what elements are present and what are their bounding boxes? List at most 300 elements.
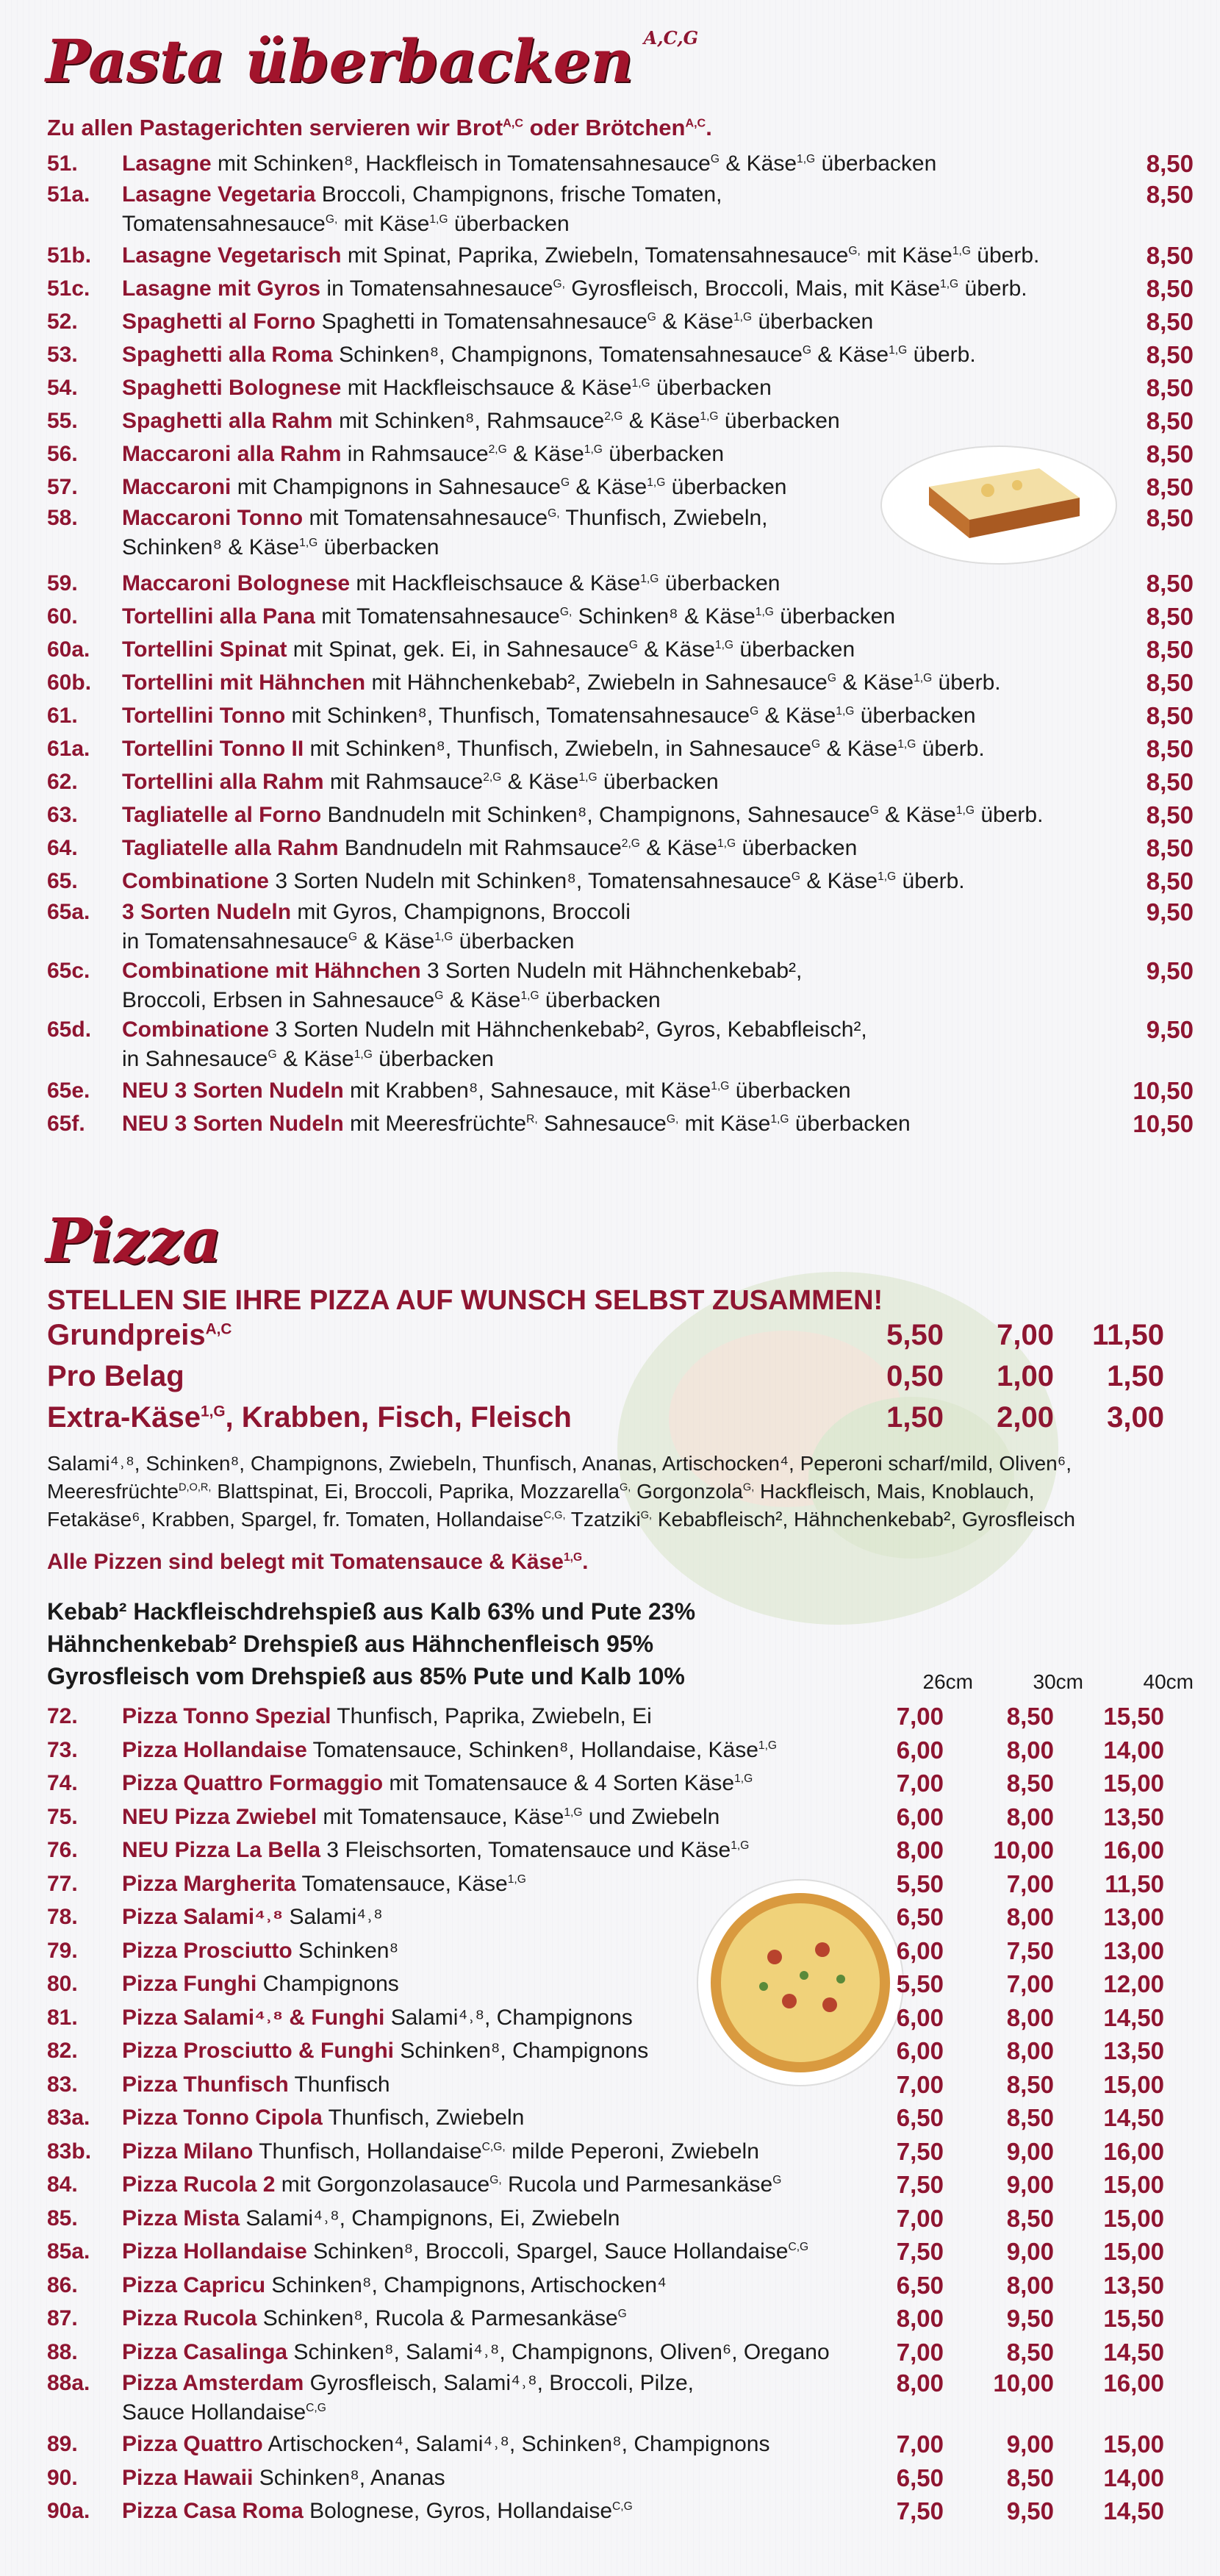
item-details: Schinken⁸, Salami⁴˒⁸, Champignons, Oliven⁶, Oregano <box>287 2339 830 2364</box>
item-description <box>122 1767 930 1800</box>
item-price: 16,00 <box>1103 2137 1164 2165</box>
item-name: Pizza Milano <box>122 2139 254 2164</box>
item-number: 51. <box>47 151 78 176</box>
all-pizzas-note: Alle Pizzen sind belegt mit Tomatensauce & Käse$^{1,G}$. <box>47 1550 589 1574</box>
item-details: Broccoli, Champignons, frische Tomaten, <box>315 182 722 207</box>
item-number: 60. <box>47 604 78 629</box>
item-description <box>122 666 1194 699</box>
item-details: Schinken⁸, Rucola & Parmesankäse$^G$ <box>256 2306 627 2330</box>
item-details-line2: Broccoli, Erbsen in Sahnesauce$^G$ & Käse$^{1,G}$ überbacken <box>122 988 661 1012</box>
item-number: 65f. <box>47 1112 85 1136</box>
item-description <box>122 180 1194 239</box>
item-name: Pizza Margherita <box>122 1871 296 1896</box>
item-name: Spaghetti alla Rahm <box>122 409 333 433</box>
item-name: Pizza Casa Roma <box>122 2499 304 2523</box>
menu-item <box>47 765 1194 798</box>
item-description <box>122 1900 930 1934</box>
item-name: Combinatione <box>122 869 269 893</box>
menu-item <box>47 471 1194 504</box>
menu-item <box>47 437 1194 471</box>
item-number: 90. <box>47 2465 78 2490</box>
item-price: 8,50 <box>1006 2070 1054 2098</box>
item-name: Maccaroni alla Rahm <box>122 442 342 466</box>
item-number: 59. <box>47 571 78 595</box>
item-price: 8,00 <box>896 2369 944 2397</box>
item-details: 3 Sorten Nudeln mit Schinken⁸, Tomatensahnesauce$^G$ & Käse$^{1,G}$ überb. <box>269 869 965 893</box>
item-price: 8,50 <box>1146 341 1194 368</box>
item-details: Schinken⁸, Ananas <box>253 2465 445 2490</box>
menu-item <box>47 504 1194 562</box>
item-name: Pizza Funghi <box>122 1972 257 1996</box>
item-number: 86. <box>47 2272 78 2297</box>
base-price-row <box>47 1319 1194 1360</box>
pizza-item <box>47 2168 1194 2202</box>
item-description <box>122 437 1194 471</box>
base-price-value: 7,00 <box>997 1319 1054 1351</box>
item-number: 89. <box>47 2432 78 2456</box>
toppings-list <box>47 1450 1194 1534</box>
item-price: 15,50 <box>1103 2305 1164 2332</box>
item-price: 9,00 <box>1006 2171 1054 2198</box>
item-number: 88. <box>47 2339 78 2364</box>
item-details: mit Rahmsauce$^{2,G}$ & Käse$^{1,G}$ überbacken <box>323 770 719 794</box>
item-description <box>122 1934 930 1968</box>
item-price: 9,50 <box>1006 2305 1054 2332</box>
menu-item <box>47 404 1194 437</box>
item-price: 8,00 <box>1006 2003 1054 2031</box>
item-name: Lasagne Vegetarisch <box>122 243 342 268</box>
item-name: Pizza Tonno Spezial <box>122 1704 331 1728</box>
menu-item <box>47 666 1194 699</box>
item-details: mit Tomatensauce, Käse$^{1,G}$ und Zwiebeln <box>317 1804 720 1829</box>
item-number: 61a. <box>47 737 90 761</box>
item-price: 9,50 <box>1146 898 1194 926</box>
item-price: 8,50 <box>1146 702 1194 729</box>
item-description <box>122 2101 930 2135</box>
pasta-list <box>47 147 1194 1140</box>
menu-item <box>47 338 1194 371</box>
item-name: Pizza Salami⁴˒⁸ <box>122 1905 284 1929</box>
item-details: Schinken⁸, Broccoli, Spargel, Sauce Hollandaise$^{C,G}$ <box>306 2239 809 2264</box>
pizza-item <box>47 1867 1194 1901</box>
size-header-medium: 30cm <box>1033 1670 1083 1693</box>
item-name: Pizza Capricu <box>122 2272 266 2297</box>
item-description <box>122 600 1194 633</box>
item-details: Schinken⁸, Champignons, Tomatensahnesauce$^G$ & Käse$^{1,G}$ überb. <box>332 343 976 367</box>
item-name: Lasagne <box>122 151 212 176</box>
base-price-label: Extra-Käse$^{1,G}$, Krabben, Fisch, Fleisch <box>47 1401 572 1434</box>
item-details: mit Gyros, Champignons, Broccoli <box>291 900 631 924</box>
item-description <box>122 2336 930 2369</box>
item-name: Pizza Amsterdam <box>122 2371 304 2395</box>
item-price: 14,00 <box>1103 2464 1164 2491</box>
item-number: 85a. <box>47 2239 90 2264</box>
pasta-intro: Zu allen Pastagerichten servieren wir Brot$^{A,C}$ oder Brötchen$^{A,C}$. <box>47 115 712 140</box>
item-name: Spaghetti Bolognese <box>122 376 342 400</box>
item-price: 7,00 <box>896 2070 944 2098</box>
item-details: Salami⁴˒⁸, Champignons, Ei, Zwiebeln <box>240 2205 620 2230</box>
item-price: 10,50 <box>1133 1110 1194 1137</box>
item-details: mit Champignons in Sahnesauce$^G$ & Käse$^{1,G}$ überbacken <box>231 475 787 499</box>
pizza-list <box>47 1700 1194 2528</box>
item-price: 16,00 <box>1103 2369 1164 2397</box>
item-details: mit Tomatensauce & 4 Sorten Käse$^{1,G}$ <box>383 1771 753 1795</box>
item-description <box>122 2135 930 2169</box>
item-name: Tortellini Tonno II <box>122 737 304 761</box>
item-price: 13,00 <box>1103 1903 1164 1931</box>
item-number: 51b. <box>47 243 92 268</box>
item-description <box>122 699 1194 732</box>
item-number: 64. <box>47 836 78 860</box>
item-price: 13,50 <box>1103 2037 1164 2064</box>
item-details: mit Spinat, Paprika, Zwiebeln, Tomatensahnesauce$^{G,}$ mit Käse$^{1,G}$ überb. <box>341 243 1040 268</box>
item-name: Spaghetti alla Roma <box>122 343 333 367</box>
item-price: 8,50 <box>1006 2204 1054 2232</box>
item-details: mit Meeresfrüchte$^{R,}$ Sahnesauce$^{G,}$ mit Käse$^{1,G}$ überbacken <box>343 1112 911 1136</box>
item-name: Pizza Quattro <box>122 2432 263 2456</box>
item-number: 76. <box>47 1838 78 1862</box>
menu-item <box>47 272 1194 305</box>
item-number: 82. <box>47 2039 78 2063</box>
item-details-line2: Schinken⁸ & Käse$^{1,G}$ überbacken <box>122 535 439 559</box>
pizza-item <box>47 2461 1194 2495</box>
item-name: Tortellini mit Hähnchen <box>122 670 366 695</box>
item-name: Tagliatelle al Forno <box>122 803 322 827</box>
item-name: Spaghetti al Forno <box>122 310 316 334</box>
item-number: 61. <box>47 704 78 728</box>
item-description <box>122 2269 930 2303</box>
pizza-item <box>47 2235 1194 2269</box>
meat-info-line: Gyrosfleisch vom Drehspieß aus 85% Pute und Kalb 10% <box>47 1663 685 1689</box>
item-name: NEU Pizza La Bella <box>122 1838 321 1862</box>
item-number: 88a. <box>47 2371 90 2395</box>
item-number: 65e. <box>47 1078 90 1103</box>
item-description <box>122 1700 930 1734</box>
meat-info <box>47 1595 695 1692</box>
item-details: mit Schinken⁸, Hackfleisch in Tomatensahnesauce$^G$ & Käse$^{1,G}$ überbacken <box>211 151 937 176</box>
item-number: 83b. <box>47 2139 92 2164</box>
item-description <box>122 1967 930 2001</box>
item-number: 83a. <box>47 2105 90 2130</box>
item-details: Thunfisch, Zwiebeln <box>322 2105 525 2130</box>
item-price: 7,50 <box>896 2171 944 2198</box>
pizza-item <box>47 2302 1194 2336</box>
item-details: Thunfisch <box>288 2072 390 2097</box>
item-price: 8,00 <box>896 2305 944 2332</box>
item-price: 8,50 <box>1146 504 1194 532</box>
item-name: Pizza Hollandaise <box>122 1737 307 1762</box>
item-description <box>122 1107 1194 1140</box>
item-price: 8,00 <box>1006 1803 1054 1831</box>
item-number: 78. <box>47 1905 78 1929</box>
size-header-small: 26cm <box>922 1670 973 1693</box>
item-price: 13,50 <box>1103 2271 1164 2299</box>
item-price: 10,00 <box>993 1836 1054 1864</box>
item-description <box>122 2001 930 2035</box>
item-number: 62. <box>47 770 78 794</box>
item-price: 15,00 <box>1103 1770 1164 1797</box>
item-price: 8,50 <box>1146 374 1194 401</box>
base-price-value: 2,00 <box>997 1401 1054 1434</box>
item-name: Pizza Rucola <box>122 2306 257 2330</box>
menu-item <box>47 732 1194 765</box>
base-price-label: Pro Belag <box>47 1360 184 1392</box>
item-price: 8,50 <box>1146 275 1194 302</box>
item-description <box>122 338 1194 371</box>
item-details: Salami⁴˒⁸ <box>283 1905 383 1929</box>
item-details: mit Schinken⁸, Rahmsauce$^{2,G}$ & Käse$^{1,G}$ überbacken <box>332 409 840 433</box>
item-number: 53. <box>47 343 78 367</box>
item-description <box>122 272 1194 305</box>
menu-item <box>47 898 1194 956</box>
item-number: 57. <box>47 475 78 499</box>
item-name: Combinatione mit Hähnchen <box>122 959 421 983</box>
item-details-line2: Sauce Hollandaise$^{C,G}$ <box>122 2400 326 2425</box>
item-number: 81. <box>47 2005 78 2030</box>
item-description <box>122 2369 930 2427</box>
pizza-item <box>47 2034 1194 2068</box>
item-price: 10,00 <box>993 2369 1054 2397</box>
pizza-item <box>47 2068 1194 2102</box>
item-name: Tortellini alla Pana <box>122 604 315 629</box>
pizza-item <box>47 1900 1194 1934</box>
item-number: 77. <box>47 1871 78 1896</box>
item-price: 8,50 <box>1146 407 1194 434</box>
item-price: 6,00 <box>896 2037 944 2064</box>
item-price: 7,00 <box>896 2430 944 2458</box>
item-price: 16,00 <box>1103 1836 1164 1864</box>
menu-item <box>47 147 1194 180</box>
item-price: 8,00 <box>896 1836 944 1864</box>
item-name: NEU 3 Sorten Nudeln <box>122 1112 344 1136</box>
item-name: Pizza Quattro Formaggio <box>122 1771 384 1795</box>
meat-info-line: Hähnchenkebab² Drehspieß aus Hähnchenfleisch 95% <box>47 1631 654 1657</box>
item-description <box>122 1015 1194 1074</box>
pizza-item <box>47 2369 1194 2427</box>
item-number: 90a. <box>47 2499 90 2523</box>
item-price: 6,00 <box>896 2003 944 2031</box>
item-description <box>122 1833 930 1867</box>
pizza-item <box>47 2336 1194 2369</box>
item-description <box>122 2427 930 2461</box>
item-price: 8,50 <box>1146 801 1194 829</box>
item-description <box>122 2202 930 2236</box>
item-description <box>122 305 1194 338</box>
item-description <box>122 567 1194 600</box>
item-number: 54. <box>47 376 78 400</box>
meat-info-line: Kebab² Hackfleischdrehspieß aus Kalb 63% und Pute 23% <box>47 1598 696 1625</box>
item-description <box>122 1867 930 1901</box>
item-number: 55. <box>47 409 78 433</box>
menu-item <box>47 239 1194 272</box>
item-description <box>122 765 1194 798</box>
item-price: 14,50 <box>1103 2003 1164 2031</box>
item-details-line2: Tomatensahnesauce$^{G,}$ mit Käse$^{1,G}$ überbacken <box>122 212 570 236</box>
pizza-item <box>47 2202 1194 2236</box>
menu-item <box>47 1107 1194 1140</box>
item-description <box>122 404 1194 437</box>
item-name: Pizza Rucola 2 <box>122 2172 276 2197</box>
pizza-item <box>47 1700 1194 1734</box>
pizza-item <box>47 1833 1194 1867</box>
toppings-line: Salami⁴˒⁸, Schinken⁸, Champignons, Zwiebeln, Thunfisch, Ananas, Artischocken⁴, Peperoni scharf/mild, Oliven⁶, <box>47 1452 1072 1475</box>
item-details: Tomatensauce, Schinken⁸, Hollandaise, Käse$^{1,G}$ <box>306 1737 778 1762</box>
menu-item <box>47 798 1194 831</box>
item-price: 8,50 <box>1146 181 1194 208</box>
menu-item <box>47 1074 1194 1107</box>
item-description <box>122 2302 930 2336</box>
item-price: 8,50 <box>1146 603 1194 630</box>
item-details: mit Schinken⁸, Thunfisch, Zwiebeln, in Sahnesauce$^G$ & Käse$^{1,G}$ überb. <box>304 737 985 761</box>
item-price: 15,00 <box>1103 2238 1164 2265</box>
item-price: 5,50 <box>896 1970 944 1997</box>
item-price: 6,50 <box>896 2271 944 2299</box>
item-price: 9,00 <box>1006 2430 1054 2458</box>
item-price: 8,50 <box>1146 834 1194 862</box>
item-price: 8,00 <box>1006 2037 1054 2064</box>
item-name: Pizza Hawaii <box>122 2465 254 2490</box>
item-details: 3 Sorten Nudeln mit Hähnchenkebab², <box>420 959 803 983</box>
item-price: 8,50 <box>1146 473 1194 501</box>
pizza-item <box>47 1934 1194 1968</box>
item-details: Schinken⁸, Champignons <box>394 2039 649 2063</box>
item-name: Maccaroni Tonno <box>122 506 304 530</box>
item-price: 6,00 <box>896 1936 944 1964</box>
item-details: mit Gorgonzolasauce$^{G,}$ Rucola und Parmesankäse$^G$ <box>275 2172 782 2197</box>
base-price-label: Grundpreis$^{A,C}$ <box>47 1319 232 1351</box>
item-name: Combinatione <box>122 1017 269 1042</box>
item-description <box>122 798 1194 831</box>
item-description <box>122 2034 930 2068</box>
item-details: mit Hähnchenkebab², Zwiebeln in Sahnesauce$^G$ & Käse$^{1,G}$ überb. <box>365 670 1001 695</box>
pizza-item <box>47 1767 1194 1800</box>
base-price-value: 1,50 <box>886 1401 944 1434</box>
item-price: 8,50 <box>1146 867 1194 895</box>
item-price: 9,50 <box>1006 2497 1054 2525</box>
item-details: mit Hackfleischsauce & Käse$^{1,G}$ überbacken <box>350 571 781 595</box>
item-price: 7,50 <box>896 2137 944 2165</box>
item-number: 80. <box>47 1972 78 1996</box>
menu-item <box>47 1015 1194 1074</box>
item-price: 6,00 <box>896 1803 944 1831</box>
item-number: 75. <box>47 1804 78 1829</box>
item-details: Tomatensauce, Käse$^{1,G}$ <box>295 1871 526 1896</box>
item-price: 9,00 <box>1006 2137 1054 2165</box>
base-price-table <box>47 1319 1194 1442</box>
item-name: Maccaroni Bolognese <box>122 571 351 595</box>
item-price: 7,00 <box>1006 1970 1054 1997</box>
item-description <box>122 147 1194 180</box>
item-price: 7,00 <box>896 2204 944 2232</box>
item-description <box>122 956 1194 1015</box>
item-price: 5,50 <box>896 1870 944 1897</box>
item-price: 7,50 <box>1006 1936 1054 1964</box>
item-price: 15,00 <box>1103 2430 1164 2458</box>
item-details: Bandnudeln mit Schinken⁸, Champignons, Sahnesauce$^G$ & Käse$^{1,G}$ überb. <box>321 803 1044 827</box>
item-number: 65a. <box>47 900 90 924</box>
pizza-item <box>47 2269 1194 2303</box>
item-number: 65. <box>47 869 78 893</box>
item-number: 58. <box>47 506 78 530</box>
item-name: Tagliatelle alla Rahm <box>122 836 339 860</box>
item-description <box>122 239 1194 272</box>
menu-item <box>47 305 1194 338</box>
item-name: NEU 3 Sorten Nudeln <box>122 1078 344 1103</box>
item-name: Tortellini alla Rahm <box>122 770 324 794</box>
item-description <box>122 1734 930 1767</box>
item-price: 7,00 <box>1006 1870 1054 1897</box>
item-description <box>122 1800 930 1834</box>
item-price: 14,50 <box>1103 2104 1164 2131</box>
pizza-item <box>47 1800 1194 1834</box>
item-details: mit Tomatensahnesauce$^{G,}$ Schinken⁸ & Käse$^{1,G}$ überbacken <box>315 604 896 629</box>
item-description <box>122 2068 930 2102</box>
item-description <box>122 2235 930 2269</box>
base-price-value: 1,50 <box>1107 1360 1164 1392</box>
item-price: 8,50 <box>1146 308 1194 335</box>
item-number: 60a. <box>47 637 90 662</box>
item-number: 79. <box>47 1938 78 1963</box>
item-number: 65c. <box>47 959 90 983</box>
item-number: 72. <box>47 1704 78 1728</box>
item-price: 9,50 <box>1146 1016 1194 1043</box>
item-number: 87. <box>47 2306 78 2330</box>
item-price: 8,50 <box>1146 242 1194 269</box>
item-description <box>122 371 1194 404</box>
pizza-item <box>47 2135 1194 2169</box>
menu-item <box>47 180 1194 239</box>
item-description <box>122 1074 1194 1107</box>
item-name: Pizza Mista <box>122 2205 240 2230</box>
allergen-sup: 1,G <box>201 1403 226 1420</box>
item-details: mit Tomatensahnesauce$^{G,}$ Thunfisch, Zwiebeln, <box>303 506 768 530</box>
item-description <box>122 471 1194 504</box>
item-name: Pizza Casalinga <box>122 2339 288 2364</box>
item-details: Gyrosfleisch, Salami⁴˒⁸, Broccoli, Pilze, <box>304 2371 694 2395</box>
item-number: 51a. <box>47 182 90 207</box>
item-details: Champignons <box>256 1972 399 1996</box>
item-price: 7,00 <box>896 1703 944 1730</box>
item-number: 51c. <box>47 276 90 301</box>
item-number: 52. <box>47 310 78 334</box>
item-name: Lasagne Vegetaria <box>122 182 316 207</box>
item-name: Lasagne mit Gyros <box>122 276 321 301</box>
item-price: 14,50 <box>1103 2497 1164 2525</box>
item-price: 9,00 <box>1006 2238 1054 2265</box>
base-price-value: 1,00 <box>997 1360 1054 1392</box>
item-price: 7,50 <box>896 2497 944 2525</box>
item-price: 14,50 <box>1103 2338 1164 2366</box>
toppings-line: Meeresfrüchte$^{D,O,R,}$ Blattspinat, Ei, Broccoli, Paprika, Mozzarella$^{G,}$ Gorgonzola$^{G,}$ Hackfleisch, Mais, Knoblauch, <box>47 1480 1035 1503</box>
item-details: Salami⁴˒⁸, Champignons <box>384 2005 633 2030</box>
item-name: Pizza Tonno Cipola <box>122 2105 323 2130</box>
item-price: 6,00 <box>896 1736 944 1764</box>
item-details: in Tomatensahnesauce$^{G,}$ Gyrosfleisch, Broccoli, Mais, mit Käse$^{1,G}$ überb. <box>320 276 1027 301</box>
item-description <box>122 2494 930 2528</box>
item-number: 83. <box>47 2072 78 2097</box>
item-details-line2: in Tomatensahnesauce$^G$ & Käse$^{1,G}$ überbacken <box>122 929 575 954</box>
item-description <box>122 831 1194 865</box>
item-price: 8,50 <box>1146 150 1194 177</box>
item-price: 13,00 <box>1103 1936 1164 1964</box>
item-price: 13,50 <box>1103 1803 1164 1831</box>
pizza-item <box>47 1734 1194 1767</box>
pasta-section-title: Pasta überbacken $^{A,C,G}$ <box>46 26 699 96</box>
item-number: 84. <box>47 2172 78 2197</box>
pizza-item <box>47 2001 1194 2035</box>
item-details: Artischocken⁴, Salami⁴˒⁸, Schinken⁸, Champignons <box>262 2432 770 2456</box>
item-description <box>122 2461 930 2495</box>
